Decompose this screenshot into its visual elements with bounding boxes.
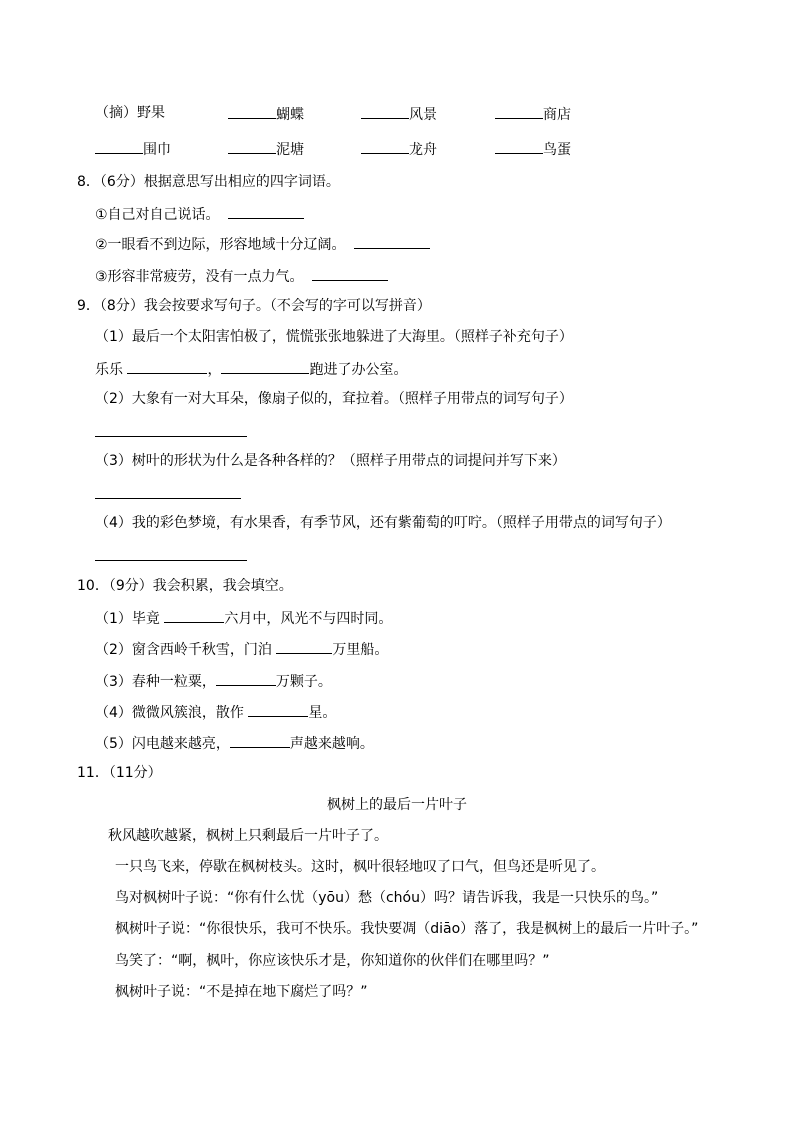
q9-part-2: （2）大象有一对大耳朵，像扇子似的，耷拉着。（照样子用带点的词写句子） bbox=[95, 391, 573, 407]
answer-blank[interactable] bbox=[354, 233, 430, 249]
passage-title: 枫树上的最后一片叶子 bbox=[327, 797, 467, 813]
q7-word-5: 围巾 bbox=[95, 138, 171, 160]
q8-item-3: ③形容非常疲劳，没有一点力气。 bbox=[95, 265, 388, 287]
q7-word-4: 商店 bbox=[495, 103, 571, 125]
answer-blank[interactable] bbox=[495, 103, 543, 119]
q9-header: 9．（8分）我会按要求写句子。（不会写的字可以写拼音） bbox=[77, 298, 431, 314]
passage-paragraph: 鸟对枫树叶子说：“你有什么忧（yōu）愁（chóu）吗？请告诉我，我是一只快乐的鸟。” bbox=[115, 890, 659, 906]
answer-blank[interactable] bbox=[228, 203, 304, 219]
answer-blank[interactable] bbox=[164, 607, 224, 623]
answer-blank[interactable] bbox=[228, 138, 276, 154]
q11-header: 11．（11分） bbox=[77, 765, 162, 781]
answer-blank[interactable] bbox=[230, 732, 290, 748]
answer-line[interactable] bbox=[95, 560, 247, 561]
answer-blank[interactable] bbox=[361, 138, 409, 154]
q8-item-1: ①自己对自己说话。 bbox=[95, 203, 304, 225]
answer-blank[interactable] bbox=[127, 358, 207, 374]
answer-blank[interactable] bbox=[95, 138, 143, 154]
passage-paragraph: 鸟笑了：“啊，枫叶，你应该快乐才是，你知道你的伙伴们在哪里吗？” bbox=[115, 953, 550, 969]
answer-line[interactable] bbox=[95, 498, 241, 499]
passage-paragraph: 枫树叶子说：“不是掉在地下腐烂了吗？” bbox=[115, 984, 368, 1000]
q9-part-1: （1）最后一个太阳害怕极了，慌慌张张地躲进了大海里。（照样子补充句子） bbox=[95, 329, 573, 345]
q8-header: 8．（6分）根据意思写出相应的四字词语。 bbox=[77, 174, 340, 190]
q10-header: 10．（9分）我会积累，我会填空。 bbox=[77, 578, 293, 594]
answer-blank[interactable] bbox=[495, 138, 543, 154]
answer-blank[interactable] bbox=[312, 265, 388, 281]
q10-item-3: （3）春种一粒粟， 万颗子。 bbox=[95, 670, 332, 692]
q10-item-2: （2）窗含西岭千秋雪，门泊 万里船。 bbox=[95, 638, 388, 660]
q9-part-4: （4）我的彩色梦境，有水果香，有季节风，还有紫葡萄的叮咛。（照样子用带点的词写句子） bbox=[95, 515, 671, 531]
q9-part-1-answer: 乐乐 ， 跑进了办公室。 bbox=[95, 358, 407, 380]
q7-word-8: 鸟蛋 bbox=[495, 138, 571, 160]
answer-blank[interactable] bbox=[276, 638, 332, 654]
q8-item-2: ②一眼看不到边际，形容地域十分辽阔。 bbox=[95, 233, 430, 255]
q7-word-7: 龙舟 bbox=[361, 138, 437, 160]
answer-blank[interactable] bbox=[248, 701, 308, 717]
answer-blank[interactable] bbox=[216, 670, 276, 686]
q10-item-5: （5）闪电越来越亮， 声越来越响。 bbox=[95, 732, 374, 754]
q7-word-2: 蝴蝶 bbox=[228, 103, 304, 125]
answer-blank[interactable] bbox=[361, 103, 409, 119]
q9-part-3: （3）树叶的形状为什么是各种各样的？（照样子用带点的词提问并写下来） bbox=[95, 453, 566, 469]
answer-blank[interactable] bbox=[228, 103, 276, 119]
q10-item-4: （4）微微风簇浪，散作 星。 bbox=[95, 701, 336, 723]
passage-paragraph: 枫树叶子说：“你很快乐，我可不快乐。我快要凋（diāo）落了，我是枫树上的最后一片叶子。” bbox=[115, 921, 699, 937]
q7-word-3: 风景 bbox=[361, 103, 437, 125]
answer-blank[interactable] bbox=[221, 358, 309, 374]
passage-paragraph: 一只鸟飞来，停歇在枫树枝头。这时，枫叶很轻地叹了口气，但鸟还是听见了。 bbox=[115, 859, 605, 875]
q7-word-6: 泥塘 bbox=[228, 138, 304, 160]
q7-word-1: （摘）野果 bbox=[95, 105, 165, 121]
answer-line[interactable] bbox=[95, 436, 247, 437]
q10-item-1: （1）毕竟 六月中，风光不与四时同。 bbox=[95, 607, 392, 629]
passage-paragraph: 秋风越吹越紧，枫树上只剩最后一片叶子了。 bbox=[108, 828, 388, 844]
